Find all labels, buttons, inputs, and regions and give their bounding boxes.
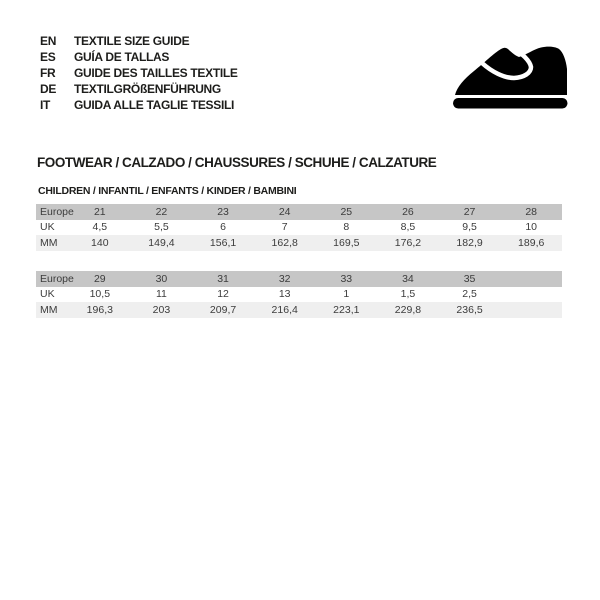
size-cell: 1,5 xyxy=(400,288,416,301)
size-cell: 149,4 xyxy=(131,235,193,251)
children-size-table-2 xyxy=(36,271,562,318)
section-subtitle: CHILDREN / INFANTIL / ENFANTS / KINDER / BAMBINI xyxy=(38,185,297,197)
size-cell: 140 xyxy=(69,235,131,251)
row-header-label: UK xyxy=(40,221,55,234)
language-label: TEXTILE SIZE GUIDE xyxy=(74,33,190,48)
size-cell: 13 xyxy=(278,288,291,301)
size-cell: 10,5 xyxy=(89,288,111,301)
children-shoe-icon xyxy=(448,36,572,112)
size-cell: 8,5 xyxy=(400,221,416,234)
size-cell: 1 xyxy=(343,288,350,301)
section-title: FOOTWEAR / CALZADO / CHAUSSURES / SCHUHE / CALZATURE xyxy=(37,155,437,170)
size-cell: 7 xyxy=(281,221,288,234)
row-header-label: MM xyxy=(36,302,69,318)
row-header-label: MM xyxy=(36,235,69,251)
row-header-label: UK xyxy=(40,288,55,301)
size-cell: 162,8 xyxy=(254,235,316,251)
size-cell: 32 xyxy=(254,271,316,287)
size-cell: 169,5 xyxy=(316,235,378,251)
size-cell: 5,5 xyxy=(154,221,169,234)
size-cell: 4,5 xyxy=(92,221,108,234)
size-cell: 6 xyxy=(220,221,226,234)
size-cell xyxy=(500,271,562,287)
size-cell: 216,4 xyxy=(254,302,316,318)
language-label: GUÍA DE TALLAS xyxy=(74,49,170,64)
size-cell: 28 xyxy=(500,204,562,220)
size-cell: 11 xyxy=(155,288,167,301)
size-cell: 223,1 xyxy=(316,302,378,318)
size-cell: 12 xyxy=(217,288,229,301)
shoe-body-shape xyxy=(455,47,567,95)
language-row-de xyxy=(40,81,238,97)
language-code: IT xyxy=(40,97,51,112)
table-row-mm xyxy=(36,302,562,318)
size-cell: 30 xyxy=(131,271,193,287)
size-cell xyxy=(500,302,562,318)
table-row-mm xyxy=(36,235,562,251)
size-cell: 209,7 xyxy=(192,302,254,318)
shoe-sole-shape xyxy=(453,98,568,109)
size-cell: 203 xyxy=(131,302,193,318)
row-header-label: Europe xyxy=(36,271,69,287)
language-code: ES xyxy=(40,49,56,64)
language-row-it xyxy=(40,97,238,113)
size-cell: 189,6 xyxy=(500,235,562,251)
language-label: TEXTILGRÖßENFÜHRUNG xyxy=(74,81,221,96)
language-row-fr xyxy=(40,65,238,81)
table-row-uk xyxy=(36,287,562,303)
size-cell: 236,5 xyxy=(439,302,501,318)
size-cell: 23 xyxy=(192,204,254,220)
size-cell: 24 xyxy=(254,204,316,220)
language-code: FR xyxy=(40,65,56,80)
size-cell: 2,5 xyxy=(462,288,477,301)
size-cell: 10 xyxy=(525,221,538,234)
size-cell: 27 xyxy=(439,204,501,220)
language-label: GUIDE DES TAILLES TEXTILE xyxy=(74,65,238,80)
size-cell: 176,2 xyxy=(377,235,439,251)
language-label: GUIDA ALLE TAGLIE TESSILI xyxy=(74,97,235,112)
size-cell: 156,1 xyxy=(192,235,254,251)
size-cell: 25 xyxy=(316,204,378,220)
size-cell: 21 xyxy=(69,204,131,220)
size-cell: 29 xyxy=(69,271,131,287)
table-row-europe xyxy=(36,271,562,287)
size-cell: 182,9 xyxy=(439,235,501,251)
size-cell: 22 xyxy=(131,204,193,220)
size-cell: 35 xyxy=(439,271,501,287)
size-cell: 31 xyxy=(192,271,254,287)
language-row-es xyxy=(40,49,238,65)
size-cell: 8 xyxy=(343,221,350,234)
size-cell: 26 xyxy=(377,204,439,220)
language-code: EN xyxy=(40,33,57,48)
size-cell: 196,3 xyxy=(69,302,131,318)
size-cell: 33 xyxy=(316,271,378,287)
language-row-en xyxy=(40,33,238,49)
table-row-uk xyxy=(36,220,562,236)
size-cell: 229,8 xyxy=(377,302,439,318)
language-code: DE xyxy=(40,81,57,96)
children-size-table-1 xyxy=(36,204,562,251)
language-list xyxy=(40,33,238,112)
size-cell: 9,5 xyxy=(462,221,477,234)
row-header-label: Europe xyxy=(36,204,69,220)
size-cell: 34 xyxy=(377,271,439,287)
size-cell xyxy=(500,287,562,303)
table-row-europe xyxy=(36,204,562,220)
